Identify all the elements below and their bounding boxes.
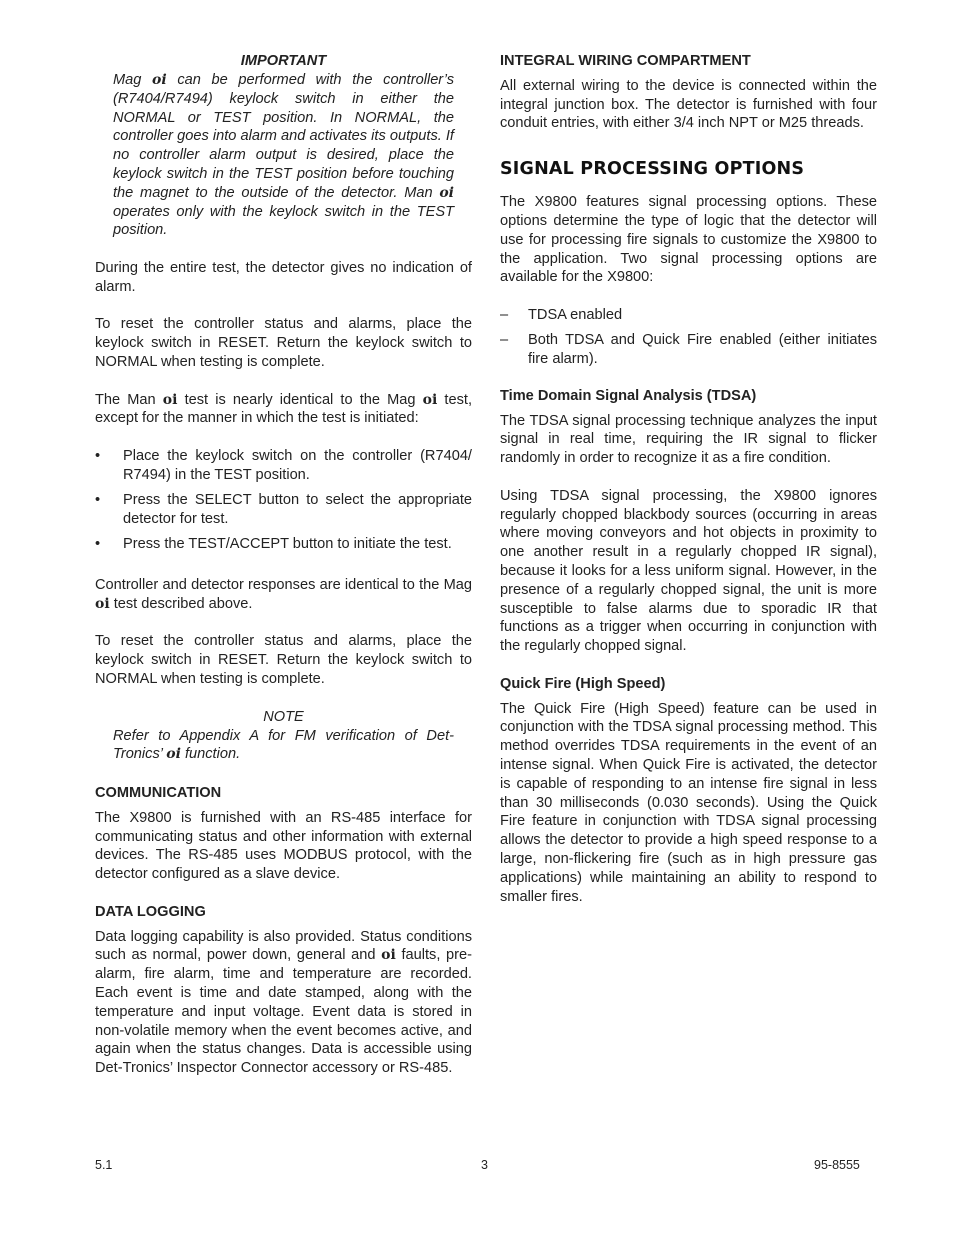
oi-logo-icon: oi	[381, 947, 396, 964]
test-steps-list	[95, 447, 472, 554]
tdsa-heading: Time Domain Signal Analysis (TDSA)	[500, 387, 757, 404]
bullet-icon: •	[95, 447, 101, 464]
oi-logo-icon: oi	[166, 746, 181, 763]
tdsa-paragraph-2: Using TDSA signal processing, the X9800 ignores regularly chopped blackbody sources (occurring in areas where moving conveyors and hot objects in proximity to one another result in a regularly chopped IR signal), because it looks for a less uniform signal. However, in the presence of a regularly chopped signal, the unit is more susceptible to false alarms due to sporadic IR that functions as a trigger when occurring in conjunction with the regularly chopped signal.	[500, 487, 877, 655]
list-item: – Both TDSA and Quick Fire enabled (either initiates fire alarm).	[500, 332, 877, 368]
oi-logo-icon: oi	[152, 72, 167, 88]
oi-logo-icon: oi	[162, 391, 178, 408]
wiring-heading: INTEGRAL WIRING COMPARTMENT	[500, 53, 751, 69]
note-body: Refer to Appendix A for FM verification of Det-Tronics’ oi function.	[113, 727, 454, 763]
bullet-icon: •	[95, 536, 101, 553]
data-logging-paragraph: Data logging capability is also provided. Status conditions such as normal, power down, general and oi faults, pre-alarm, fire alarm, time and temperature are recorded. Each event is time and date stamped, along with the temperature and input voltage. Event data is stored in non-volatile memory when the event becomes active, and again when the status changes. Data is accessible using Det-Tronics’ Inspector Connector accessory or RS-485.	[95, 928, 472, 1077]
note-title: NOTE	[263, 708, 304, 725]
wiring-paragraph: All external wiring to the device is connected within the integral junction box. The detector is furnished with four conduit entries, with either 3/4 inch NPT or M25 threads.	[500, 77, 877, 132]
communication-paragraph: The X9800 is furnished with an RS-485 interface for communicating status and other information with external devices. The RS-485 uses MODBUS protocol, with the detector configured as a slave device.	[95, 809, 472, 883]
footer-doc-number: 95-8555	[814, 1158, 860, 1172]
paragraph-man-test: The Man oi test is nearly identical to the Mag oi test, except for the manner in which the test is initiated:	[95, 391, 472, 427]
list-item: • Place the keylock switch on the controller (R7404/ R7494) in the TEST position.	[95, 447, 472, 483]
list-item: • Press the TEST/ACCEPT button to initiate the test.	[95, 536, 452, 553]
tdsa-paragraph-1: The TDSA signal processing technique analyzes the input signal in real time, requiring the IR signal to flicker randomly in order to recognize it as a fire condition.	[500, 412, 877, 467]
paragraph-no-indication: During the entire test, the detector gives no indication of alarm.	[95, 259, 472, 295]
paragraph-reset-1: To reset the controller status and alarms, place the keylock switch in RESET. Return the keylock switch to NORMAL when testing is complete.	[95, 316, 472, 370]
list-item: – TDSA enabled	[500, 306, 623, 323]
oi-logo-icon: oi	[95, 595, 110, 612]
communication-heading: COMMUNICATION	[95, 785, 222, 802]
important-title: IMPORTANT	[240, 53, 327, 69]
signal-paragraph: The X9800 features signal processing options. These options determine the type of logic that the detector will use for processing fire signals to customize the X9800 to the application. Two signal processing options are available for the X9800:	[500, 194, 877, 286]
bullet-icon: •	[95, 492, 101, 509]
quick-fire-paragraph: The Quick Fire (High Speed) feature can be used in conjunction with the TDSA signal processing method. This method overrides TDSA requirements in the event of an intense signal. When Quick Fire is activated, the detector is capable of responding to an intense fire signal in less than 30 milliseconds (0.030 seconds). Using the Quick Fire feature in conjunction with TDSA signal processing allows the detector to provide a high speed response to a large, non-flickering fire (such as in high pressure gas applications) while maintaining an ability to respond to smaller fires.	[500, 700, 877, 905]
oi-logo-icon: oi	[422, 391, 438, 408]
dash-icon: –	[500, 306, 509, 323]
paragraph-responses: Controller and detector responses are identical to the Mag oi test described above.	[95, 576, 472, 612]
quick-fire-heading: Quick Fire (High Speed)	[500, 675, 666, 692]
list-item: • Press the SELECT button to select the appropriate detector for test.	[95, 492, 472, 527]
dash-icon: –	[500, 332, 509, 349]
left-column	[95, 52, 472, 1078]
signal-processing-heading: SIGNAL PROCESSING OPTIONS	[500, 159, 805, 180]
oi-logo-icon: oi	[439, 184, 454, 201]
right-column	[500, 52, 877, 906]
footer-page-number: 3	[481, 1158, 488, 1172]
options-list	[500, 306, 877, 369]
footer-revision: 5.1	[95, 1158, 113, 1172]
important-body: Mag oi can be performed with the controller’s (R7404/R7494) keylock switch in either the NORMAL or TEST position. In NORMAL, the controller goes into alarm and activates its outputs. If no controller alarm output is desired, place the keylock switch in the TEST position before touching the magnet to the outside of the detector. Man oi operates only with the keylock switch in the TEST position.	[113, 72, 454, 239]
data-logging-heading: DATA LOGGING	[95, 903, 206, 920]
paragraph-reset-2: To reset the controller status and alarms, place the keylock switch in RESET. Return the keylock switch to NORMAL when testing is complete.	[95, 633, 472, 687]
